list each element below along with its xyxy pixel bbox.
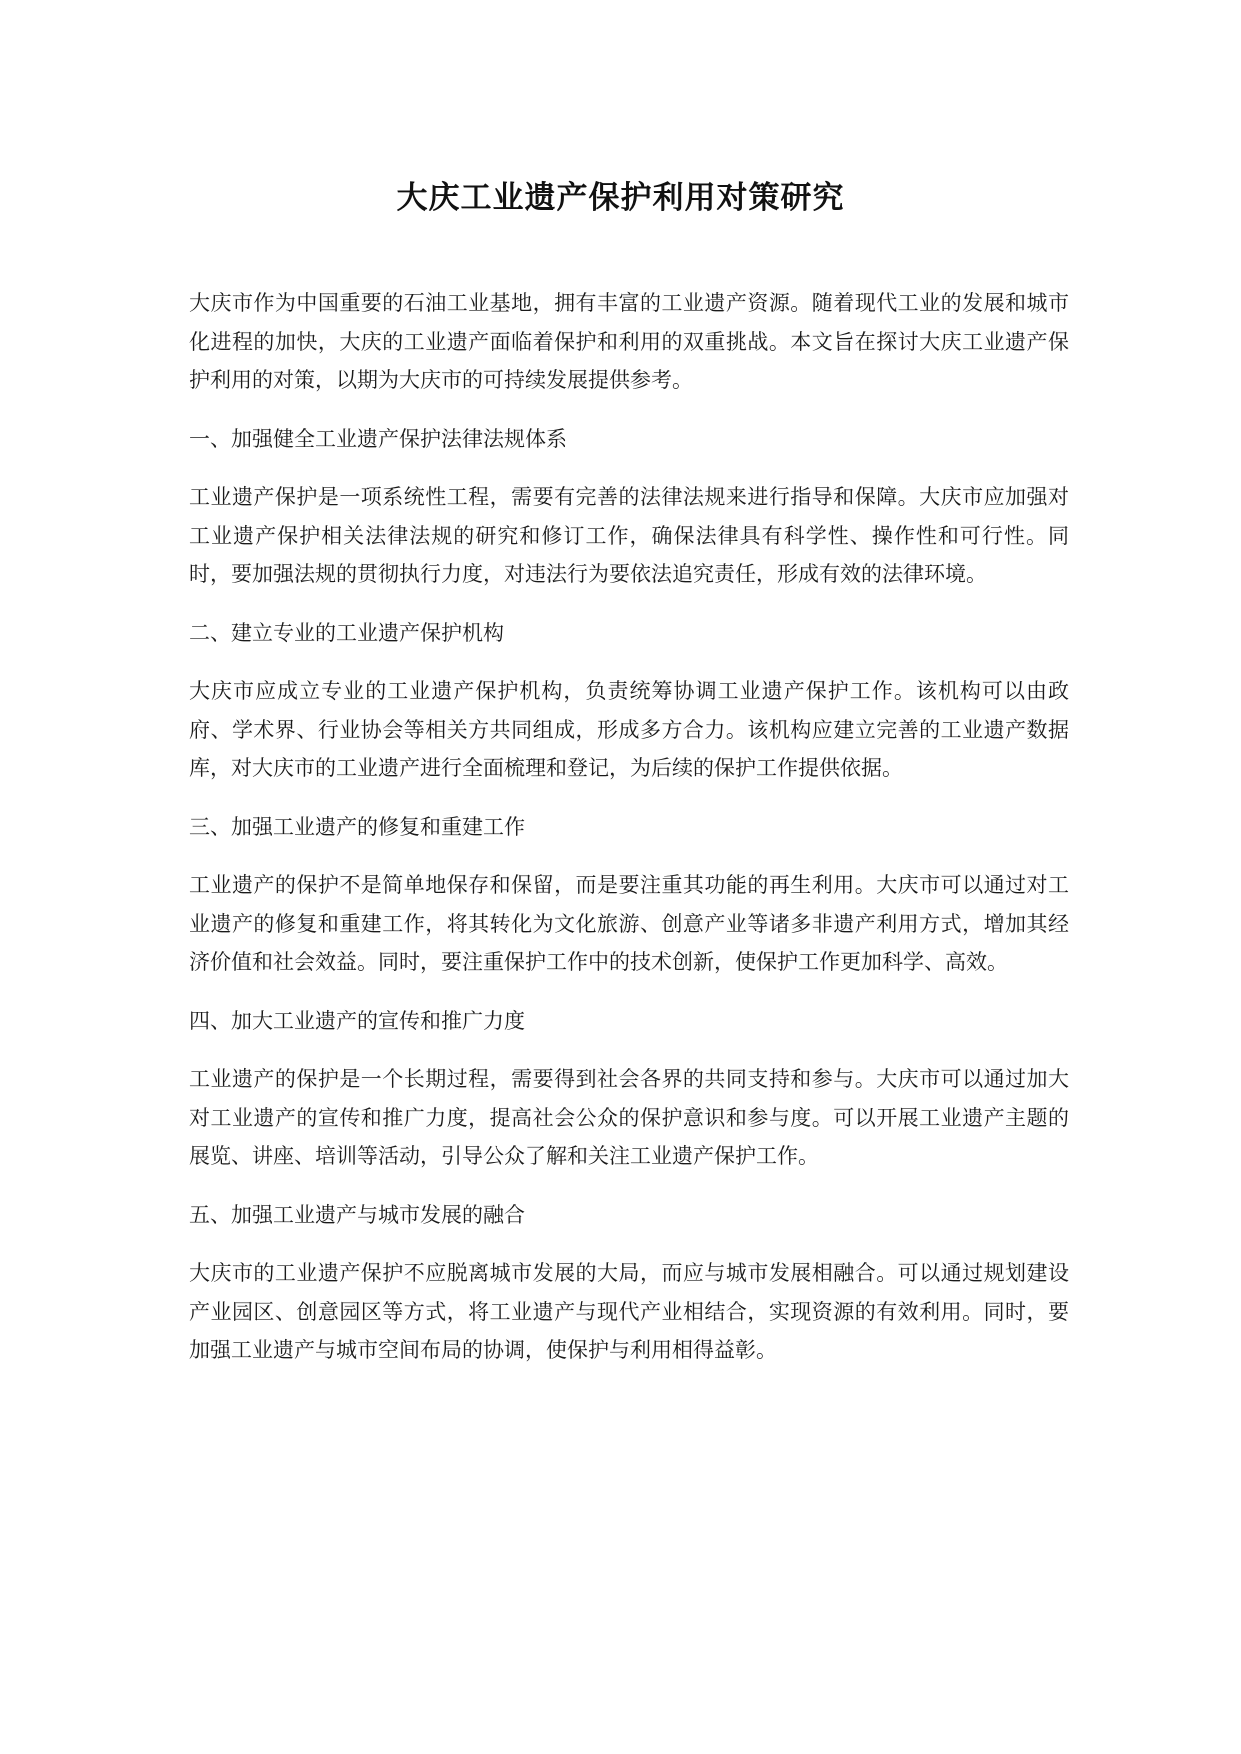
section-heading-4: 四、加大工业遗产的宣传和推广力度 (189, 1008, 525, 1033)
spacer (189, 1040, 1069, 1060)
section-body-4: 工业遗产的保护是一个长期过程，需要得到社会各界的共同支持和参与。大庆市可以通过加大对工业遗产的宣传和推广力度，提高社会公众的保护意识和参与度。可以开展工业遗产主题的展览、讲座、培训等活动，引导公众了解和关注工业遗产保护工作。 (189, 1067, 1069, 1168)
section-body-2: 大庆市应成立专业的工业遗产保护机构，负责统筹协调工业遗产保护工作。该机构可以由政府、学术界、行业协会等相关方共同组成，形成多方合力。该机构应建立完善的工业遗产数据库，对大庆市的工业遗产进行全面梳理和登记，为后续的保护工作提供依据。 (189, 679, 1069, 780)
section-body-3: 工业遗产的保护不是简单地保存和保留，而是要注重其功能的再生利用。大庆市可以通过对工业遗产的修复和重建工作，将其转化为文化旅游、创意产业等诸多非遗产利用方式，增加其经济价值和社会效益。同时，要注重保护工作中的技术创新，使保护工作更加科学、高效。 (189, 873, 1069, 974)
section-heading-2: 二、建立专业的工业遗产保护机构 (189, 620, 504, 645)
spacer (189, 594, 1069, 614)
intro-paragraph: 大庆市作为中国重要的石油工业基地，拥有丰富的工业遗产资源。随着现代工业的发展和城市化进程的加快，大庆的工业遗产面临着保护和利用的双重挑战。本文旨在探讨大庆工业遗产保护利用的对策，以期为大庆市的可持续发展提供参考。 (189, 291, 1069, 392)
document-body (189, 284, 1069, 1370)
section-heading-5: 五、加强工业遗产与城市发展的融合 (189, 1202, 525, 1227)
section-body-5: 大庆市的工业遗产保护不应脱离城市发展的大局，而应与城市发展相融合。可以通过规划建设产业园区、创意园区等方式，将工业遗产与现代产业相结合，实现资源的有效利用。同时，要加强工业遗产与城市空间布局的协调，使保护与利用相得益彰。 (189, 1261, 1069, 1362)
spacer (189, 400, 1069, 420)
document-title: 大庆工业遗产保护利用对策研究 (396, 180, 845, 216)
spacer (189, 1176, 1069, 1196)
section-heading-1: 一、加强健全工业遗产保护法律法规体系 (189, 426, 567, 451)
spacer (189, 458, 1069, 478)
spacer (189, 788, 1069, 808)
spacer (189, 652, 1069, 672)
spacer (189, 1234, 1069, 1254)
spacer (189, 846, 1069, 866)
section-body-1: 工业遗产保护是一项系统性工程，需要有完善的法律法规来进行指导和保障。大庆市应加强对工业遗产保护相关法律法规的研究和修订工作，确保法律具有科学性、操作性和可行性。同时，要加强法规的贯彻执行力度，对违法行为要依法追究责任，形成有效的法律环境。 (189, 485, 1069, 586)
spacer (189, 982, 1069, 1002)
section-heading-3: 三、加强工业遗产的修复和重建工作 (189, 814, 525, 839)
